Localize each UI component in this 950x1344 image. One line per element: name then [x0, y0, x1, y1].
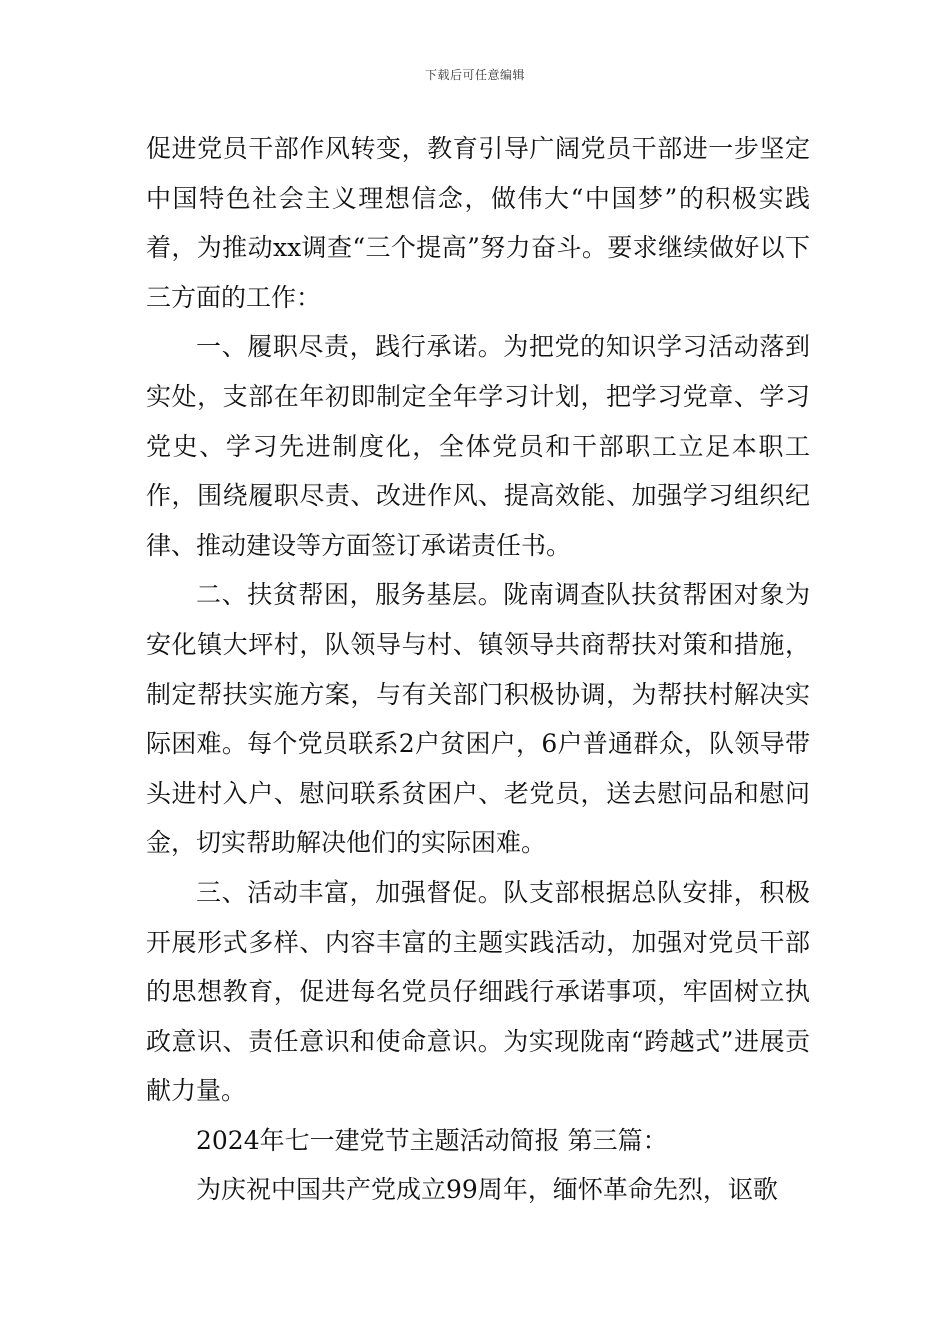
paragraph-intro: 促进党员干部作风转变，教育引导广阔党员干部进一步坚定中国特色社会主义理想信念，做伟大“中国梦”的积极实践着，为推动xx调查“三个提高”努力奋斗。要求继续做好以下三方面的工作： [146, 134, 810, 312]
header-note: 下载后可任意编辑 [424, 68, 525, 82]
paragraph-article-start: 为庆祝中国共产党成立99周年，缅怀革命先烈，讴歌 [196, 1175, 778, 1205]
document-body [146, 124, 810, 1215]
paragraph-section-2: 二、扶贫帮困，服务基层。陇南调查队扶贫帮困对象为安化镇大坪村，队领导与村、镇领导共商帮扶对策和措施，制定帮扶实施方案，与有关部门积极协调，为帮扶村解决实际困难。每个党员联系2户贫困户，6户普通群众，队领导带头进村入户、慰问联系贫困户、老党员，送去慰问品和慰问金，切实帮助解决他们的实际困难。 [146, 580, 810, 858]
paragraph-article-heading: 2024年七一建党节主题活动简报 第三篇： [196, 1125, 668, 1155]
paragraph-section-1: 一、履职尽责，践行承诺。为把党的知识学习活动落到实处，支部在年初即制定全年学习计划，把学习党章、学习党史、学习先进制度化，全体党员和干部职工立足本职工作，围绕履职尽责、改进作风、提高效能、加强学习组织纪律、推动建设等方面签订承诺责任书。 [146, 332, 810, 560]
paragraph-section-3: 三、活动丰富，加强督促。队支部根据总队安排，积极开展形式多样、内容丰富的主题实践活动，加强对党员干部的思想教育，促进每名党员仔细践行承诺事项，牢固树立执政意识、责任意识和使命意识。为实现陇南“跨越式”进展贡献力量。 [146, 877, 810, 1106]
